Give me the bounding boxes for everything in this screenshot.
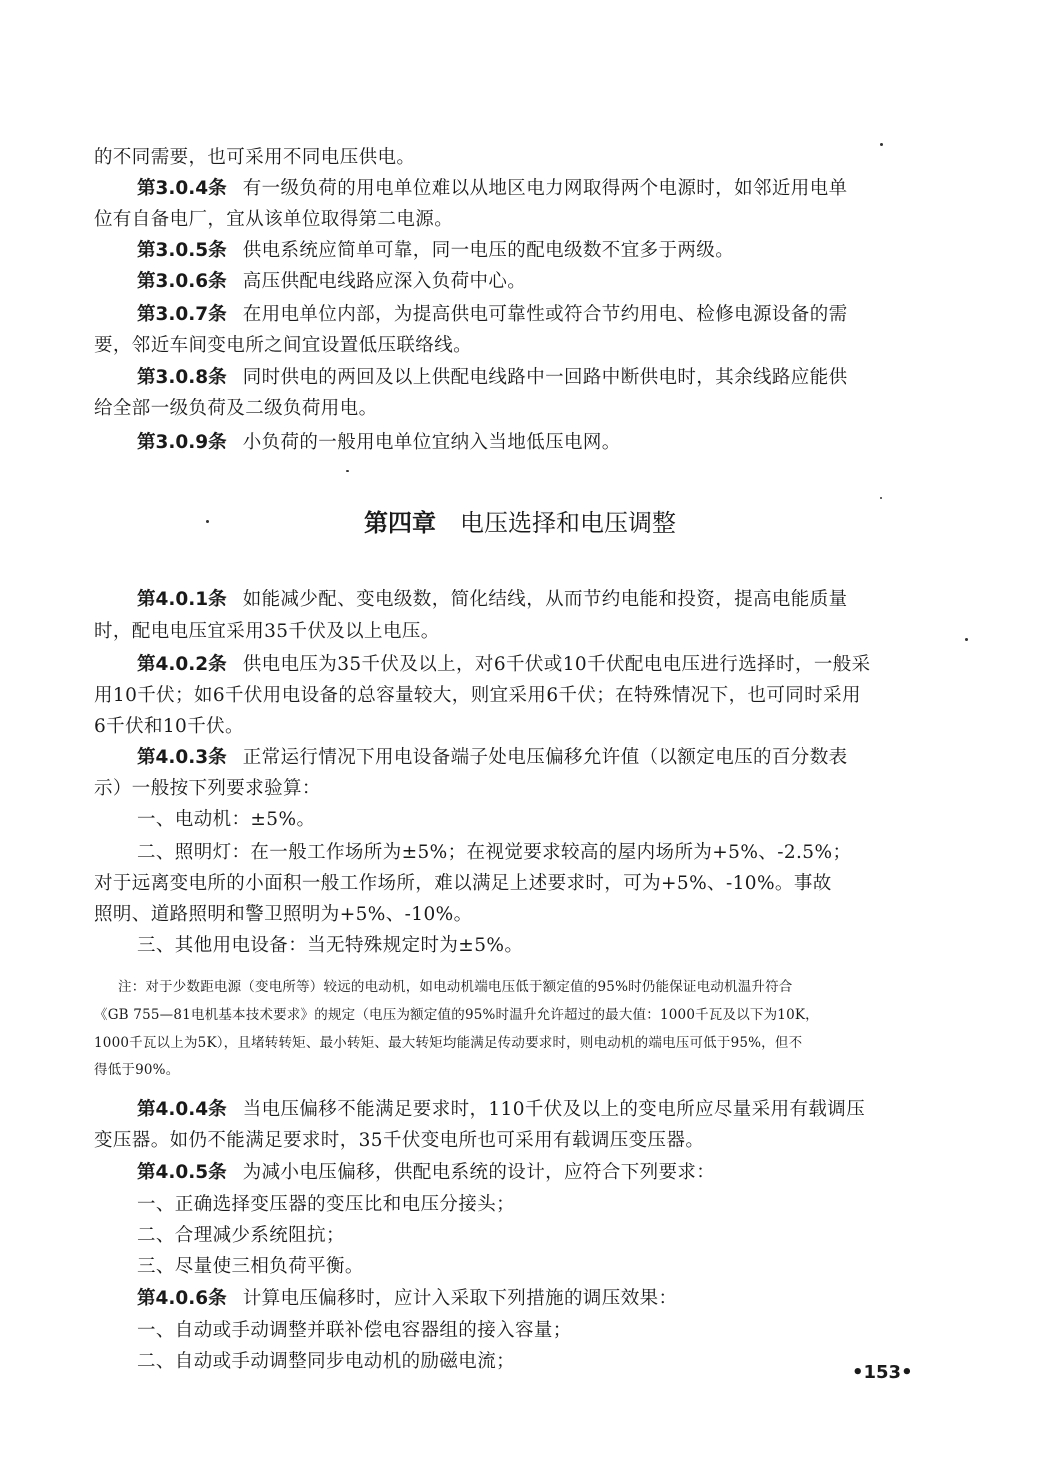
clause-number: 第4.0.1条 bbox=[137, 589, 227, 610]
note-text: 注：对于少数距电源（变电所等）较远的电动机，如电动机端电压低于额定值的95%时仍能保证电动机温升符合 bbox=[118, 979, 793, 995]
list-item bbox=[137, 1223, 944, 1249]
scan-speck bbox=[965, 638, 968, 641]
clause-3-0-6 bbox=[137, 269, 944, 295]
line-text: 二、自动或手动调整同步电动机的励磁电流； bbox=[137, 1351, 516, 1372]
text-line bbox=[94, 396, 944, 422]
line-text: 给全部一级负荷及二级负荷用电。 bbox=[94, 398, 378, 419]
clause-3-0-8 bbox=[137, 365, 944, 391]
clause-text: 小负荷的一般用电单位宜纳入当地低压电网。 bbox=[242, 432, 621, 453]
text-line bbox=[94, 1128, 944, 1154]
line-text: 变压器。如仍不能满足要求时，35千伏变电所也可采用有载调压变压器。 bbox=[94, 1130, 705, 1151]
list-item bbox=[137, 1349, 944, 1375]
clause-3-0-4 bbox=[137, 176, 944, 202]
clause-text: 供电系统应简单可靠，同一电压的配电级数不宜多于两级。 bbox=[242, 240, 735, 261]
clause-text: 当电压偏移不能满足要求时，110千伏及以上的变电所应尽量采用有载调压 bbox=[242, 1099, 866, 1120]
scan-speck bbox=[880, 497, 882, 499]
chapter-heading bbox=[0, 506, 1040, 540]
line-text: 6千伏和10千伏。 bbox=[94, 716, 244, 737]
text-line bbox=[94, 145, 944, 171]
text-line bbox=[94, 714, 944, 740]
scan-speck bbox=[206, 520, 209, 523]
line-text: 一、正确选择变压器的变压比和电压分接头； bbox=[137, 1194, 516, 1215]
clause-3-0-5 bbox=[137, 238, 944, 264]
text-line bbox=[94, 871, 944, 897]
text-line bbox=[94, 207, 944, 233]
clause-number: 第3.0.9条 bbox=[137, 432, 227, 453]
clause-4-0-4 bbox=[137, 1097, 944, 1123]
clause-4-0-3 bbox=[137, 745, 944, 771]
line-text: 示）一般按下列要求验算： bbox=[94, 778, 321, 799]
note-text: 得低于90%。 bbox=[94, 1062, 180, 1078]
line-text: 二、照明灯：在一般工作场所为±5%；在视觉要求较高的屋内场所为+5%、-2.5%； bbox=[137, 842, 852, 863]
scan-speck bbox=[880, 143, 883, 146]
clause-text: 计算电压偏移时，应计入采取下列措施的调压效果： bbox=[242, 1288, 678, 1309]
clause-number: 第3.0.6条 bbox=[137, 271, 227, 292]
chapter-number: 第四章 bbox=[364, 509, 436, 537]
clause-number: 第3.0.5条 bbox=[137, 240, 227, 261]
list-item bbox=[137, 840, 944, 866]
clause-3-0-7 bbox=[137, 302, 944, 328]
clause-number: 第4.0.5条 bbox=[137, 1162, 227, 1183]
line-text: 时，配电电压宜采用35千伏及以上电压。 bbox=[94, 621, 440, 642]
note-text: 《GB 755—81电机基本技术要求》的规定（电压为额定值的95%时温升允许超过的最大值：1000千瓦及以下为10K， bbox=[94, 1007, 819, 1023]
line-text: 对于远离变电所的小面积一般工作场所，难以满足上述要求时，可为+5%、-10%。事故 bbox=[94, 873, 832, 894]
list-item bbox=[137, 1254, 944, 1280]
clause-number: 第4.0.6条 bbox=[137, 1288, 227, 1309]
line-text: 位有自备电厂，宜从该单位取得第二电源。 bbox=[94, 209, 454, 230]
line-text: 的不同需要，也可采用不同电压供电。 bbox=[94, 147, 416, 168]
line-text: 一、电动机：±5%。 bbox=[137, 809, 316, 830]
clause-text: 正常运行情况下用电设备端子处电压偏移允许值（以额定电压的百分数表 bbox=[242, 747, 848, 768]
list-item bbox=[137, 807, 944, 833]
clause-text: 同时供电的两回及以上供配电线路中一回路中断供电时，其余线路应能供 bbox=[242, 367, 848, 388]
note-line bbox=[94, 1030, 944, 1056]
clause-text: 高压供配电线路应深入负荷中心。 bbox=[242, 271, 527, 292]
scan-speck bbox=[346, 470, 349, 472]
note-line bbox=[94, 1002, 944, 1028]
clause-text: 如能减少配、变电级数，简化结线，从而节约电能和投资，提高电能质量 bbox=[242, 589, 848, 610]
list-item bbox=[137, 1192, 944, 1218]
line-text: 三、其他用电设备：当无特殊规定时为±5%。 bbox=[137, 935, 524, 956]
text-line bbox=[94, 776, 944, 802]
list-item bbox=[137, 1318, 944, 1344]
line-text: 三、尽量使三相负荷平衡。 bbox=[137, 1256, 364, 1277]
clause-4-0-1 bbox=[137, 587, 944, 613]
clause-number: 第4.0.3条 bbox=[137, 747, 227, 768]
clause-text: 在用电单位内部，为提高供电可靠性或符合节约用电、检修电源设备的需 bbox=[242, 304, 848, 325]
line-text: 一、自动或手动调整并联补偿电容器组的接入容量； bbox=[137, 1320, 572, 1341]
clause-4-0-5 bbox=[137, 1160, 944, 1186]
clause-text: 供电电压为35千伏及以上，对6千伏或10千伏配电电压进行选择时，一般采 bbox=[242, 654, 871, 675]
text-line bbox=[94, 619, 944, 645]
clause-3-0-9 bbox=[137, 430, 944, 456]
clause-text: 有一级负荷的用电单位难以从地区电力网取得两个电源时，如邻近用电单 bbox=[242, 178, 848, 199]
clause-text: 为减小电压偏移，供配电系统的设计，应符合下列要求： bbox=[242, 1162, 716, 1183]
clause-number: 第3.0.4条 bbox=[137, 178, 227, 199]
clause-4-0-6 bbox=[137, 1286, 944, 1312]
clause-number: 第3.0.8条 bbox=[137, 367, 227, 388]
line-text: 用10千伏；如6千伏用电设备的总容量较大，则宜采用6千伏；在特殊情况下，也可同时采用 bbox=[94, 685, 861, 706]
clause-number: 第3.0.7条 bbox=[137, 304, 227, 325]
note-line bbox=[118, 974, 944, 1000]
text-line bbox=[94, 902, 944, 928]
chapter-title: 电压选择和电压调整 bbox=[460, 509, 676, 537]
line-text: 照明、道路照明和警卫照明为+5%、-10%。 bbox=[94, 904, 473, 925]
clause-4-0-2 bbox=[137, 652, 944, 678]
line-text: 要，邻近车间变电所之间宜设置低压联络线。 bbox=[94, 335, 473, 356]
line-text: 二、合理减少系统阻抗； bbox=[137, 1225, 345, 1246]
clause-number: 第4.0.2条 bbox=[137, 654, 227, 675]
page-number: •153• bbox=[852, 1362, 913, 1383]
list-item bbox=[137, 933, 944, 959]
note-line bbox=[94, 1057, 944, 1083]
note-text: 1000千瓦以上为5K），且堵转转矩、最小转矩、最大转矩均能满足传动要求时，则电动机的端电压可低于95%，但不 bbox=[94, 1035, 803, 1051]
text-line bbox=[94, 333, 944, 359]
clause-number: 第4.0.4条 bbox=[137, 1099, 227, 1120]
text-line bbox=[94, 683, 944, 709]
